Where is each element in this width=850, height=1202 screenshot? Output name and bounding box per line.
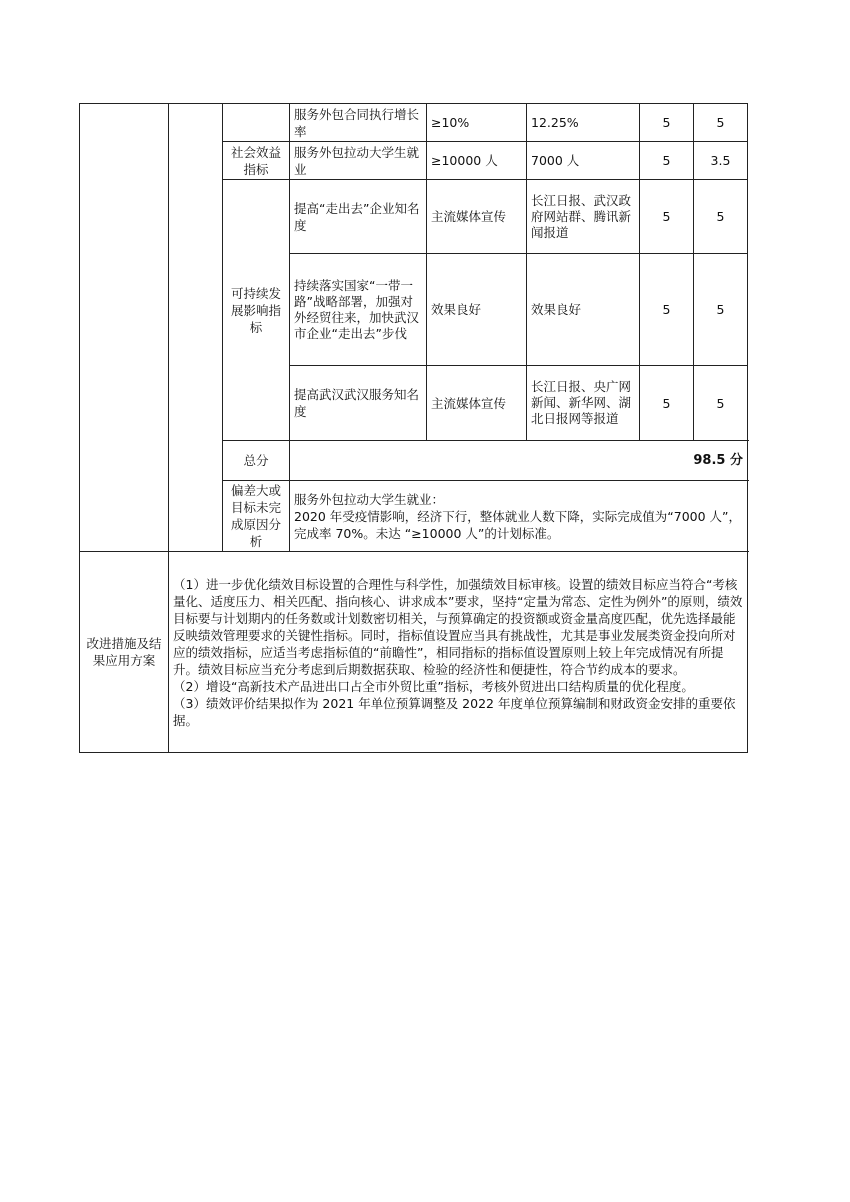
score-cell: 5	[694, 254, 748, 366]
deviation-text	[290, 481, 748, 552]
indicator-cell: 提高“走出去”企业知名度	[290, 180, 427, 254]
deviation-line: 服务外包拉动大学生就业：	[294, 491, 445, 507]
score-cell: 5	[694, 104, 748, 142]
total-label: 总分	[223, 441, 290, 481]
weight-cell: 5	[640, 104, 694, 142]
improvement-paragraph: （3）绩效评价结果拟作为 2021 年单位预算调整及 2022 年度单位预算编制和财政资金安排的重要依据。	[173, 695, 736, 728]
improvement-paragraph: （2）增设“高新技术产品进出口占全市外贸比重”指标，考核外贸进出口结构质量的优化程度。	[173, 678, 694, 694]
deviation-line: 2020 年受疫情影响，经济下行，整体就业人数下降，实际完成值为“7000 人”，完成率 70%。未达 “≥10000 人”的计划标准。	[294, 508, 742, 541]
indicator-cell: 服务外包拉动大学生就业	[290, 142, 427, 180]
improvement-text	[169, 552, 748, 753]
target-cell: 主流媒体宣传	[427, 366, 527, 441]
blank-cell	[169, 104, 223, 552]
score-cell: 5	[694, 180, 748, 254]
performance-evaluation-table	[79, 103, 748, 753]
score-cell: 5	[694, 366, 748, 441]
indicator-cell: 服务外包合同执行增长率	[290, 104, 427, 142]
actual-cell: 效果良好	[527, 254, 640, 366]
category-cell: 可持续发展影响指标	[223, 180, 290, 441]
weight-cell: 5	[640, 254, 694, 366]
deviation-label: 偏差大或目标未完成原因分析	[223, 481, 290, 552]
improvement-row	[80, 552, 748, 753]
indicator-cell: 提高武汉武汉服务知名度	[290, 366, 427, 441]
table-row	[80, 104, 748, 142]
weight-cell: 5	[640, 142, 694, 180]
improvement-paragraph: （1）进一步优化绩效目标设置的合理性与科学性，加强绩效目标审核。设置的绩效目标应当符合“考核量化、适度压力、相关匹配、指向核心、讲求成本”要求，坚持“定量为常态、定性为例外”的原则，绩效目标要与计划期内的任务数或计划数密切相关，与预算确定的投资额或资金量高度匹配，优先选择最能反映绩效管理要求的关键性指标。同时，指标值设置应当具有挑战性，尤其是事业发展类资金投向所对应的绩效指标，应适当考虑指标值的“前瞻性”，相同指标的指标值设置原则上较上年完成情况有所提升。绩效目标应当充分考虑到后期数据获取、检验的经济性和便捷性，符合节约成本的要求。	[173, 576, 743, 677]
score-cell: 3.5	[694, 142, 748, 180]
target-cell: 主流媒体宣传	[427, 180, 527, 254]
target-cell: ≥10000 人	[427, 142, 527, 180]
category-cell: 社会效益指标	[223, 142, 290, 180]
target-cell: ≥10%	[427, 104, 527, 142]
actual-cell: 长江日报、央广网新闻、新华网、湖北日报网等报道	[527, 366, 640, 441]
blank-cell	[223, 104, 290, 142]
target-cell: 效果良好	[427, 254, 527, 366]
actual-cell: 12.25%	[527, 104, 640, 142]
indicator-cell: 持续落实国家“一带一路”战略部署，加强对外经贸往来，加快武汉市企业“走出去”步伐	[290, 254, 427, 366]
weight-cell: 5	[640, 366, 694, 441]
blank-cell	[80, 104, 169, 552]
weight-cell: 5	[640, 180, 694, 254]
actual-cell: 7000 人	[527, 142, 640, 180]
improvement-label: 改进措施及结果应用方案	[80, 552, 169, 753]
actual-cell: 长江日报、武汉政府网站群、腾讯新闻报道	[527, 180, 640, 254]
total-value: 98.5 分	[290, 441, 748, 481]
